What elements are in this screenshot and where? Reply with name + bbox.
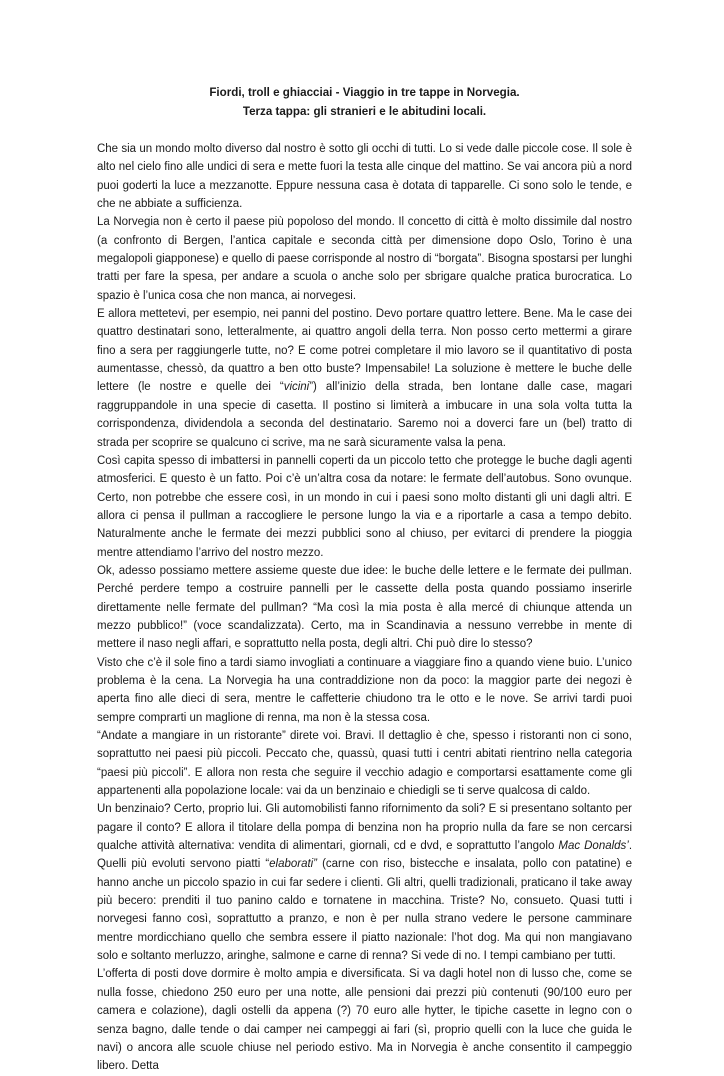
paragraph bbox=[97, 727, 632, 800]
paragraph bbox=[97, 654, 632, 727]
paragraph bbox=[97, 800, 632, 965]
paragraph-text: Un benzinaio? Certo, proprio lui. Gli automobilisti fanno rifornimento da soli? E si presentano soltanto per pagare il conto? E allora il titolare della pompa di benzina non ha proprio nulla da fare se non cercarsi qualche attività alternativa: vendita di alimentari, giornali, cd e dvd, e soprattutto l’angolo bbox=[97, 803, 632, 853]
document-body bbox=[97, 140, 632, 1076]
paragraph-text: (carne con riso, bistecche e insalata, pollo con patatine) e hanno anche un piccolo spazio in cui far sedere i clienti. Gli altri, quelli tradizionali, praticano il take away più becero: prenditi il tuo panino caldo e tornatene in macchina. Triste? No, consueto. Quasi tutti i norvegesi fanno così, soprattutto a pranzo, e non è per nulla strano vedere le persone camminare mentre mordicchiano quello che sembra essere il piatto nazionale: l’hot dog. Ma qui non mangiavano solo e soltanto merluzzo, aringhe, salmone e carne di renna? Si vede di no. I tempi cambiano per tutti. bbox=[97, 858, 632, 963]
paragraph-text: La Norvegia non è certo il paese più popoloso del mondo. Il concetto di città è molto dissimile dal nostro (a confronto di Bergen, l’antica capitale e seconda città per dimensione dopo Oslo, Torino è una megalopoli giapponese) e quello di paese corrisponde al nostro di “borgata”. Bisogna spostarsi per lunghi tratti per fare la spesa, per andare a scuola o anche solo per sbrigare qualche pratica burocratica. Lo spazio è l’unica cosa che non manca, ai norvegesi. bbox=[97, 216, 632, 302]
paragraph bbox=[97, 452, 632, 562]
document-title bbox=[97, 84, 632, 121]
title-line-2: Terza tappa: gli stranieri e le abitudini locali. bbox=[242, 104, 487, 118]
paragraph-text: L’offerta di posti dove dormire è molto ampia e diversificata. Si va dagli hotel non di lusso che, come se nulla fosse, chiedono 250 euro per una notte, alle pensioni dai prezzi più contenuti (90/100 euro per camera e colazione), dagli ostelli da appena (?) 70 euro alle hytter, le tipiche casette in legno con o senza bagno, dalle tende o dai camper nei campeggi ai fari (sì, proprio quelli con la luce che guida le navi) o ancora alle scuole chiuse nel periodo estivo. Ma in Norvegia è anche consentito il campeggio libero. Detta bbox=[97, 968, 632, 1073]
paragraph-text: Così capita spesso di imbattersi in pannelli coperti da un piccolo tetto che protegge le buche dagli agenti atmosferici. E questo è un fatto. Poi c’è un’altra cosa da notare: le fermate dell’autobus. Sono ovunque. Certo, non potrebbe che essere così, in un mondo in cui i paesi sono molto distanti gli uni dagli altri. E allora ci pensa il pullman a raccogliere le persone lungo la via e a riportarle a casa a tempo debito. Naturalmente anche le fermate dei mezzi pubblici sono al chiuso, per evitarci di prendere la pioggia mentre attendiamo l’arrivo del nostro mezzo. bbox=[97, 454, 632, 559]
paragraph bbox=[97, 305, 632, 452]
paragraph-text: Visto che c’è il sole fino a tardi siamo invogliati a continuare a viaggiare fino a quando viene buio. L’unico problema è la cena. La Norvegia ha una contraddizione non da poco: la maggior parte dei negozi è aperta fino alle dieci di sera, mentre le caffetterie chiudono tra le otto e le nove. Se arrivi tardi puoi sempre comprarti un maglione di renna, ma non è la stessa cosa. bbox=[97, 656, 632, 724]
paragraph bbox=[97, 140, 632, 213]
italic-text: vicini bbox=[283, 381, 310, 394]
italic-text: elaborati” bbox=[269, 858, 317, 871]
paragraph bbox=[97, 965, 632, 1075]
paragraph-text: Che sia un mondo molto diverso dal nostro è sotto gli occhi di tutti. Lo si vede dalle piccole cose. Il sole è alto nel cielo fino alle undici di sera e mette fuori la testa alle cinque del mattino. Se vai ancora più a nord puoi goderti la luce a mezzanotte. Eppure nessuna casa è dotata di tapparelle. Ci sono solo le tende, e che ne abbiate a sufficienza. bbox=[97, 143, 632, 211]
paragraph-text: “Andate a mangiare in un ristorante” direte voi. Bravi. Il dettaglio è che, spesso i ristoranti non ci sono, soprattutto nei paesi più piccoli. Peccato che, quassù, quasi tutti i centri abitati rientrino nella categoria “paesi più piccoli”. E allora non resta che seguire il vecchio adagio e comportarsi esattamente come gli appartenenti alla popolazione locale: vai da un benzinaio e chiedigli se ti serve qualcosa di caldo. bbox=[97, 730, 632, 798]
paragraph-text: E allora mettetevi, per esempio, nei panni del postino. Devo portare quattro lettere. Bene. Ma le case dei quattro destinatari sono, letteralmente, ai quattro angoli della terra. Non posso certo mettermi a girare fino a sera per raggiungerle tutte, no? E come potrei completare il mio lavoro se il quantitativo di posta aumentasse, chessò, da quattro a ben otto buste? Impensabile! La soluzione è mettere le buche delle lettere (le nostre e quelle dei “ bbox=[97, 308, 632, 394]
paragraph-text: ”) all’inizio della strada, ben lontane dalle case, magari raggruppandole in una specie di casetta. Il postino si limiterà a imbucare in una sola volta tutta la corrispondenza, dividendola a seconda del destinatario. Saremo noi a doverci fare un (bel) tratto di strada per scoprire se qualcuno ci scrive, ma ne sarà sicuramente valsa la pena. bbox=[97, 381, 632, 449]
italic-text: Mac Donalds’ bbox=[558, 840, 629, 853]
paragraph-text: . Quelli più evoluti servono piatti “ bbox=[97, 840, 632, 871]
paragraph bbox=[97, 213, 632, 305]
paragraph-text: Ok, adesso possiamo mettere assieme queste due idee: le buche delle lettere e le fermate dei pullman. Perché perdere tempo a costruire pannelli per le cassette della posta quando possiamo inserirle direttamente nelle fermate del pullman? “Ma così la mia posta è alla mercé di chiunque attenda un mezzo pubblico!” (voce scandalizzata). Certo, ma in Scandinavia a nessuno verrebbe in mente di mettere il naso negli affari, e soprattutto nella posta, degli altri. Chi può dire lo stesso? bbox=[97, 564, 632, 651]
title-line-1: Fiordi, troll e ghiacciai - Viaggio in tre tappe in Norvegia. bbox=[209, 86, 520, 99]
paragraph bbox=[97, 562, 632, 654]
